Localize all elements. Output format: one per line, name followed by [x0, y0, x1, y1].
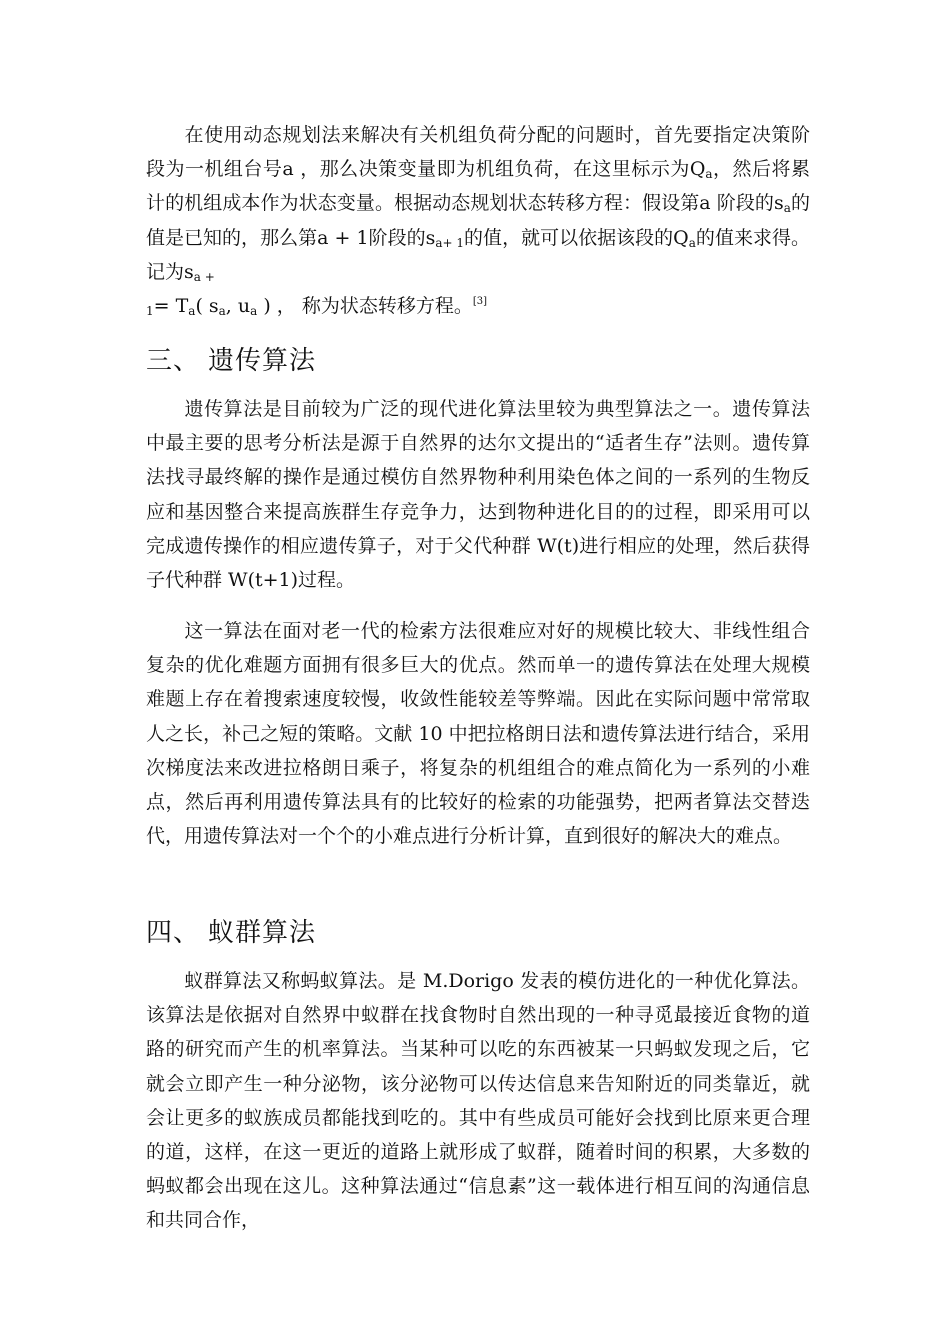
- subscript: a: [688, 235, 696, 250]
- intro-text: ( s: [195, 295, 219, 318]
- paragraph-text: 蚁群算法又称蚂蚁算法。是 M.Dorigo 发表的模仿进化的一种优化算法。该算法是依据对自然界中蚁群在找食物时自然出现的一种寻觅最接近食物的道路的研究而产生的机率算法。当某种可以吃的东西被某一只蚂蚁发现之后，它就会立即产生一种分泌物，该分泌物可以传达信息来告知附近的同类靠近，就会让更多的蚁族成员都能找到吃的。其中有些成员可能好会找到比原来更合理的道，这样，在这一更近的道路上就形成了蚁群，随着时间的积累，大多数的蚂蚁都会出现在这儿。这种算法通过“信息素”这一载体进行相互间的沟通信息和共同合作，: [146, 970, 810, 1232]
- section-title: 蚁群算法: [208, 918, 317, 948]
- intro-text: 的值，就可以依据该段的Q: [464, 226, 689, 249]
- intro-text: 在使用动态规划法来解决有关机组负荷分配的问题时，首先要指定决策阶段为一机组台号a ，那么决策变量即为机组负荷，在这里标示为Q: [146, 124, 810, 181]
- intro-text: 的值是已知的，那么第a + 1阶段的s: [146, 192, 810, 249]
- citation-marker: [3]: [472, 296, 487, 308]
- subscript: a +: [193, 269, 215, 284]
- paragraph-text: 遗传算法是目前较为广泛的现代进化算法里较为典型算法之一。遗传算法中最主要的思考分析法是源于自然界的达尔文提出的“适者生存”法则。遗传算法找寻最终解的操作是通过模仿自然界物种利用染色体之间的一系列的生物反应和基因整合来提高族群生存竞争力，达到物种进化目的的过程，即采用可以完成遗传操作的相应遗传算子，对于父代种群 W(t)进行相应的处理，然后获得子代种群 W(t+1)过程。: [146, 398, 810, 592]
- body-paragraph: [146, 614, 810, 853]
- body-paragraph: [146, 392, 810, 597]
- section-heading-4: [146, 912, 316, 949]
- subscript: a: [218, 304, 226, 319]
- intro-paragraph: [146, 118, 810, 323]
- section-number: 三、: [146, 346, 201, 376]
- section-heading-3: [146, 340, 316, 377]
- subscript: a+ 1: [435, 235, 465, 250]
- body-paragraph: [146, 964, 810, 1238]
- intro-text: ) ， 称为状态转移方程。: [257, 295, 473, 318]
- subscript: a: [188, 304, 196, 319]
- section-number: 四、: [146, 918, 201, 948]
- subscript: a: [250, 304, 258, 319]
- section-title: 遗传算法: [208, 346, 317, 376]
- subscript: 1: [146, 304, 154, 319]
- subscript: a: [705, 167, 713, 182]
- intro-text: 的值来求得。记为s: [146, 226, 810, 283]
- intro-text: , u: [225, 295, 251, 318]
- paragraph-text: 这一算法在面对老一代的检索方法很难应对好的规模比较大、非线性组合复杂的优化难题方面拥有很多巨大的优点。然而单一的遗传算法在处理大规模难题上存在着搜索速度较慢，收敛性能较差等弊端。因此在实际问题中常常取人之长，补己之短的策略。文献 10 中把拉格朗日法和遗传算法进行结合，采用次梯度法来改进拉格朗日乘子，将复杂的机组组合的难点简化为一系列的小难点，然后再利用遗传算法具有的比较好的检索的功能强势，把两者算法交替迭代，用遗传算法对一个个的小难点进行分析计算，直到很好的解决大的难点。: [146, 620, 810, 848]
- intro-text: = T: [153, 295, 189, 318]
- subscript: a: [783, 201, 791, 216]
- intro-text: ，然后将累计的机组成本作为状态变量。根据动态规划状态转移方程：假设第a 阶段的s: [146, 158, 810, 215]
